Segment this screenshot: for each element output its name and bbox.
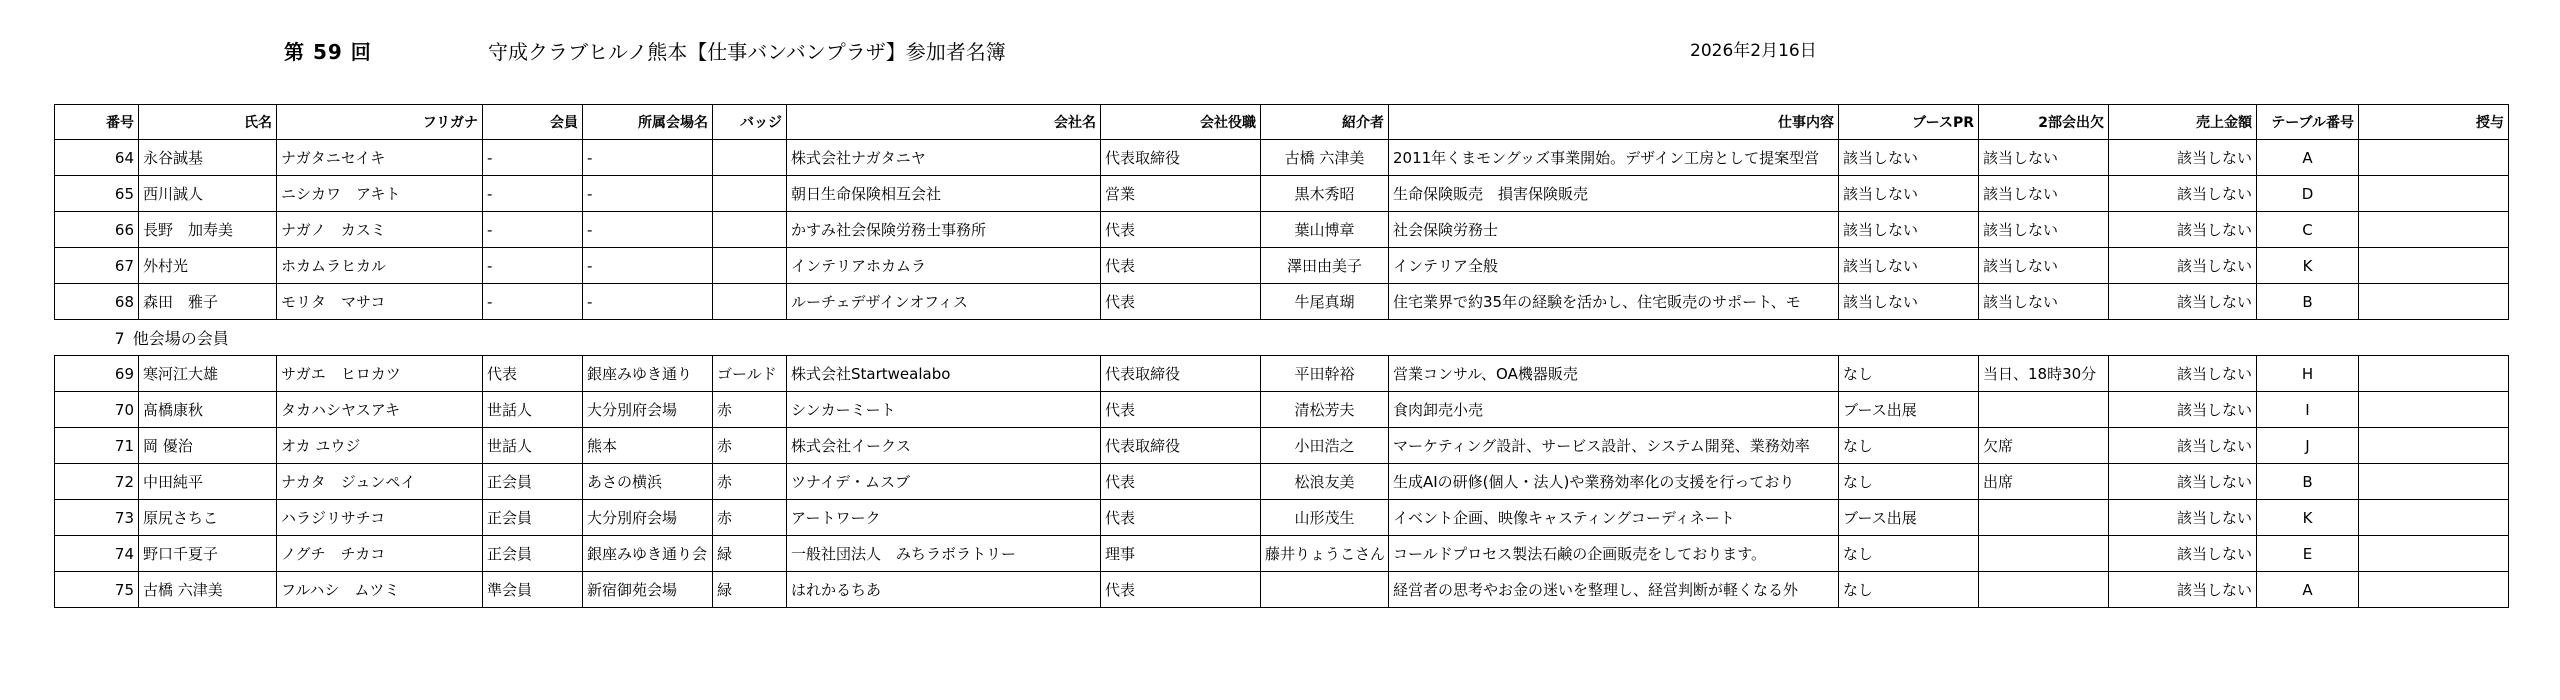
booth-pr-cell: 該当しない	[1839, 176, 1979, 212]
name-cell: 髙橋康秋	[139, 392, 277, 428]
row-number: 68	[55, 284, 139, 320]
table-number-cell: C	[2257, 212, 2359, 248]
role-cell: 代表	[1101, 500, 1261, 536]
row-number: 64	[55, 140, 139, 176]
column-header: 会員	[483, 105, 583, 140]
work-description-cell: マーケティング設計、サービス設計、システム開発、業務効率	[1389, 428, 1839, 464]
venue-cell: -	[583, 212, 713, 248]
badge-cell	[713, 248, 787, 284]
part2-attendance-cell: 該当しない	[1979, 248, 2109, 284]
name-cell: 古橋 六津美	[139, 572, 277, 608]
work-description-cell: 社会保険労務士	[1389, 212, 1839, 248]
member-type-cell: 世話人	[483, 428, 583, 464]
member-type-cell: 準会員	[483, 572, 583, 608]
booth-pr-cell: 該当しない	[1839, 284, 1979, 320]
booth-pr-cell: 該当しない	[1839, 140, 1979, 176]
column-header: 氏名	[139, 105, 277, 140]
badge-cell	[713, 140, 787, 176]
company-cell: はれかるちあ	[787, 572, 1101, 608]
section-count: 7	[114, 329, 125, 348]
venue-cell: 熊本	[583, 428, 713, 464]
section-label	[55, 320, 2509, 356]
document-title: 守成クラブヒルノ熊本【仕事バンバンプラザ】参加者名簿	[488, 40, 1006, 64]
column-header: 会社名	[787, 105, 1101, 140]
table-row	[55, 500, 2509, 536]
header-row	[55, 105, 2509, 140]
member-type-cell: -	[483, 248, 583, 284]
introducer-cell: 藤井りょうこさん	[1261, 536, 1389, 572]
award-cell	[2359, 140, 2509, 176]
badge-cell	[713, 284, 787, 320]
company-cell: 株式会社Startwealabo	[787, 356, 1101, 392]
part2-attendance-cell	[1979, 536, 2109, 572]
table-number-cell: I	[2257, 392, 2359, 428]
sales-amount-cell: 該当しない	[2109, 356, 2257, 392]
name-cell: 野口千夏子	[139, 536, 277, 572]
award-cell	[2359, 212, 2509, 248]
venue-cell: 銀座みゆき通り	[583, 356, 713, 392]
award-cell	[2359, 464, 2509, 500]
furigana-cell: ナカタ ジュンペイ	[277, 464, 483, 500]
sales-amount-cell: 該当しない	[2109, 572, 2257, 608]
section-title: 他会場の会員	[132, 329, 229, 348]
booth-pr-cell: なし	[1839, 464, 1979, 500]
part2-attendance-cell: 欠席	[1979, 428, 2109, 464]
name-cell: 原尻さちこ	[139, 500, 277, 536]
role-cell: 営業	[1101, 176, 1261, 212]
furigana-cell: フルハシ ムツミ	[277, 572, 483, 608]
row-number: 73	[55, 500, 139, 536]
badge-cell	[713, 212, 787, 248]
name-cell: 岡 優治	[139, 428, 277, 464]
furigana-cell: ハラジリサチコ	[277, 500, 483, 536]
company-cell: 株式会社イークス	[787, 428, 1101, 464]
sales-amount-cell: 該当しない	[2109, 284, 2257, 320]
participant-table	[54, 104, 2509, 608]
sales-amount-cell: 該当しない	[2109, 464, 2257, 500]
member-type-cell: -	[483, 140, 583, 176]
work-description-cell: コールドプロセス製法石鹸の企画販売をしております。	[1389, 536, 1839, 572]
table-number-cell: B	[2257, 464, 2359, 500]
work-description-cell: 2011年くまモングッズ事業開始。デザイン工房として提案型営	[1389, 140, 1839, 176]
award-cell	[2359, 428, 2509, 464]
award-cell	[2359, 248, 2509, 284]
column-header: バッジ	[713, 105, 787, 140]
booth-pr-cell: 該当しない	[1839, 212, 1979, 248]
column-header: 所属会場名	[583, 105, 713, 140]
name-cell: 長野 加寿美	[139, 212, 277, 248]
company-cell: アートワーク	[787, 500, 1101, 536]
row-number: 70	[55, 392, 139, 428]
row-number: 74	[55, 536, 139, 572]
sales-amount-cell: 該当しない	[2109, 248, 2257, 284]
document-date: 2026年2月16日	[1690, 41, 1817, 61]
furigana-cell: ノグチ チカコ	[277, 536, 483, 572]
table-row	[55, 212, 2509, 248]
company-cell: かすみ社会保険労務士事務所	[787, 212, 1101, 248]
badge-cell: 赤	[713, 500, 787, 536]
company-cell: 一般社団法人 みちラボラトリー	[787, 536, 1101, 572]
role-cell: 代表取締役	[1101, 428, 1261, 464]
venue-cell: 大分別府会場	[583, 392, 713, 428]
sales-amount-cell: 該当しない	[2109, 500, 2257, 536]
introducer-cell: 松浪友美	[1261, 464, 1389, 500]
sales-amount-cell: 該当しない	[2109, 176, 2257, 212]
furigana-cell: サガエ ヒロカツ	[277, 356, 483, 392]
table-row	[55, 284, 2509, 320]
booth-pr-cell: なし	[1839, 356, 1979, 392]
furigana-cell: ナガタニセイキ	[277, 140, 483, 176]
table-row	[55, 572, 2509, 608]
part2-attendance-cell: 該当しない	[1979, 284, 2109, 320]
sales-amount-cell: 該当しない	[2109, 212, 2257, 248]
role-cell: 代表	[1101, 464, 1261, 500]
booth-pr-cell: なし	[1839, 428, 1979, 464]
role-cell: 理事	[1101, 536, 1261, 572]
sales-amount-cell: 該当しない	[2109, 428, 2257, 464]
name-cell: 中田純平	[139, 464, 277, 500]
award-cell	[2359, 392, 2509, 428]
table-number-cell: K	[2257, 248, 2359, 284]
company-cell: 株式会社ナガタニヤ	[787, 140, 1101, 176]
work-description-cell: 住宅業界で約35年の経験を活かし、住宅販売のサポート、モ	[1389, 284, 1839, 320]
introducer-cell: 古橋 六津美	[1261, 140, 1389, 176]
part2-attendance-cell: 該当しない	[1979, 176, 2109, 212]
furigana-cell: ニシカワ アキト	[277, 176, 483, 212]
introducer-cell: 葉山博章	[1261, 212, 1389, 248]
badge-cell: 赤	[713, 428, 787, 464]
part2-attendance-cell: 当日、18時30分	[1979, 356, 2109, 392]
award-cell	[2359, 284, 2509, 320]
furigana-cell: ホカムラヒカル	[277, 248, 483, 284]
part2-attendance-cell: 該当しない	[1979, 140, 2109, 176]
row-number: 67	[55, 248, 139, 284]
venue-cell: -	[583, 248, 713, 284]
award-cell	[2359, 536, 2509, 572]
name-cell: 外村光	[139, 248, 277, 284]
company-cell: シンカーミート	[787, 392, 1101, 428]
role-cell: 代表	[1101, 212, 1261, 248]
part2-attendance-cell: 出席	[1979, 464, 2109, 500]
furigana-cell: ナガノ カスミ	[277, 212, 483, 248]
introducer-cell: 平田幹裕	[1261, 356, 1389, 392]
booth-pr-cell: なし	[1839, 536, 1979, 572]
column-header: 仕事内容	[1389, 105, 1839, 140]
sales-amount-cell: 該当しない	[2109, 140, 2257, 176]
work-description-cell: 経営者の思考やお金の迷いを整理し、経営判断が軽くなる外	[1389, 572, 1839, 608]
role-cell: 代表	[1101, 284, 1261, 320]
venue-cell: 銀座みゆき通り会	[583, 536, 713, 572]
member-type-cell: 正会員	[483, 500, 583, 536]
member-type-cell: 正会員	[483, 464, 583, 500]
table-row	[55, 392, 2509, 428]
venue-cell: 大分別府会場	[583, 500, 713, 536]
member-type-cell: 世話人	[483, 392, 583, 428]
badge-cell: 赤	[713, 392, 787, 428]
part2-attendance-cell	[1979, 392, 2109, 428]
venue-cell: 新宿御苑会場	[583, 572, 713, 608]
row-number: 71	[55, 428, 139, 464]
booth-pr-cell: 該当しない	[1839, 248, 1979, 284]
table-number-cell: A	[2257, 572, 2359, 608]
introducer-cell: 牛尾真瑚	[1261, 284, 1389, 320]
badge-cell: 緑	[713, 572, 787, 608]
role-cell: 代表	[1101, 248, 1261, 284]
member-type-cell: 正会員	[483, 536, 583, 572]
introducer-cell	[1261, 572, 1389, 608]
table-row	[55, 248, 2509, 284]
name-cell: 寒河江大雄	[139, 356, 277, 392]
badge-cell: ゴールド	[713, 356, 787, 392]
role-cell: 代表	[1101, 392, 1261, 428]
member-type-cell: -	[483, 212, 583, 248]
column-header: 会社役職	[1101, 105, 1261, 140]
session-number: 第 59 回	[284, 40, 372, 64]
row-number: 75	[55, 572, 139, 608]
badge-cell	[713, 176, 787, 212]
venue-cell: -	[583, 176, 713, 212]
introducer-cell: 澤田由美子	[1261, 248, 1389, 284]
introducer-cell: 黒木秀昭	[1261, 176, 1389, 212]
table-row	[55, 140, 2509, 176]
table-row	[55, 464, 2509, 500]
name-cell: 永谷誠基	[139, 140, 277, 176]
section-row	[55, 320, 2509, 356]
table-row	[55, 428, 2509, 464]
row-number: 72	[55, 464, 139, 500]
booth-pr-cell: ブース出展	[1839, 500, 1979, 536]
row-number: 66	[55, 212, 139, 248]
table-number-cell: D	[2257, 176, 2359, 212]
table-number-cell: K	[2257, 500, 2359, 536]
company-cell: インテリアホカムラ	[787, 248, 1101, 284]
award-cell	[2359, 500, 2509, 536]
work-description-cell: 営業コンサル、OA機器販売	[1389, 356, 1839, 392]
work-description-cell: インテリア全般	[1389, 248, 1839, 284]
row-number: 69	[55, 356, 139, 392]
badge-cell: 緑	[713, 536, 787, 572]
company-cell: ルーチェデザインオフィス	[787, 284, 1101, 320]
name-cell: 森田 雅子	[139, 284, 277, 320]
role-cell: 代表取締役	[1101, 356, 1261, 392]
company-cell: ツナイデ・ムスブ	[787, 464, 1101, 500]
column-header: テーブル番号	[2257, 105, 2359, 140]
table-row	[55, 176, 2509, 212]
sales-amount-cell: 該当しない	[2109, 536, 2257, 572]
table-body	[55, 140, 2509, 608]
award-cell	[2359, 176, 2509, 212]
member-type-cell: 代表	[483, 356, 583, 392]
furigana-cell: モリタ マサコ	[277, 284, 483, 320]
introducer-cell: 山形茂生	[1261, 500, 1389, 536]
badge-cell: 赤	[713, 464, 787, 500]
member-type-cell: -	[483, 284, 583, 320]
table-number-cell: E	[2257, 536, 2359, 572]
part2-attendance-cell	[1979, 500, 2109, 536]
booth-pr-cell: なし	[1839, 572, 1979, 608]
company-cell: 朝日生命保険相互会社	[787, 176, 1101, 212]
table-number-cell: J	[2257, 428, 2359, 464]
column-header: ブースPR	[1839, 105, 1979, 140]
column-header: 紹介者	[1261, 105, 1389, 140]
role-cell: 代表	[1101, 572, 1261, 608]
table-row	[55, 356, 2509, 392]
furigana-cell: オカ ユウジ	[277, 428, 483, 464]
introducer-cell: 清松芳夫	[1261, 392, 1389, 428]
venue-cell: -	[583, 284, 713, 320]
work-description-cell: イベント企画、映像キャスティングコーディネート	[1389, 500, 1839, 536]
introducer-cell: 小田浩之	[1261, 428, 1389, 464]
part2-attendance-cell: 該当しない	[1979, 212, 2109, 248]
member-type-cell: -	[483, 176, 583, 212]
column-header: 授与	[2359, 105, 2509, 140]
table-number-cell: H	[2257, 356, 2359, 392]
column-header: フリガナ	[277, 105, 483, 140]
award-cell	[2359, 572, 2509, 608]
column-header: 番号	[55, 105, 139, 140]
role-cell: 代表取締役	[1101, 140, 1261, 176]
part2-attendance-cell	[1979, 572, 2109, 608]
name-cell: 西川誠人	[139, 176, 277, 212]
table-row	[55, 536, 2509, 572]
award-cell	[2359, 356, 2509, 392]
column-header: 売上金額	[2109, 105, 2257, 140]
furigana-cell: タカハシヤスアキ	[277, 392, 483, 428]
work-description-cell: 食肉卸売小売	[1389, 392, 1839, 428]
sales-amount-cell: 該当しない	[2109, 392, 2257, 428]
venue-cell: あさの横浜	[583, 464, 713, 500]
table-number-cell: A	[2257, 140, 2359, 176]
venue-cell: -	[583, 140, 713, 176]
booth-pr-cell: ブース出展	[1839, 392, 1979, 428]
work-description-cell: 生命保険販売 損害保険販売	[1389, 176, 1839, 212]
column-header: 2部会出欠	[1979, 105, 2109, 140]
table-number-cell: B	[2257, 284, 2359, 320]
row-number: 65	[55, 176, 139, 212]
work-description-cell: 生成AIの研修(個人・法人)や業務効率化の支援を行っており	[1389, 464, 1839, 500]
